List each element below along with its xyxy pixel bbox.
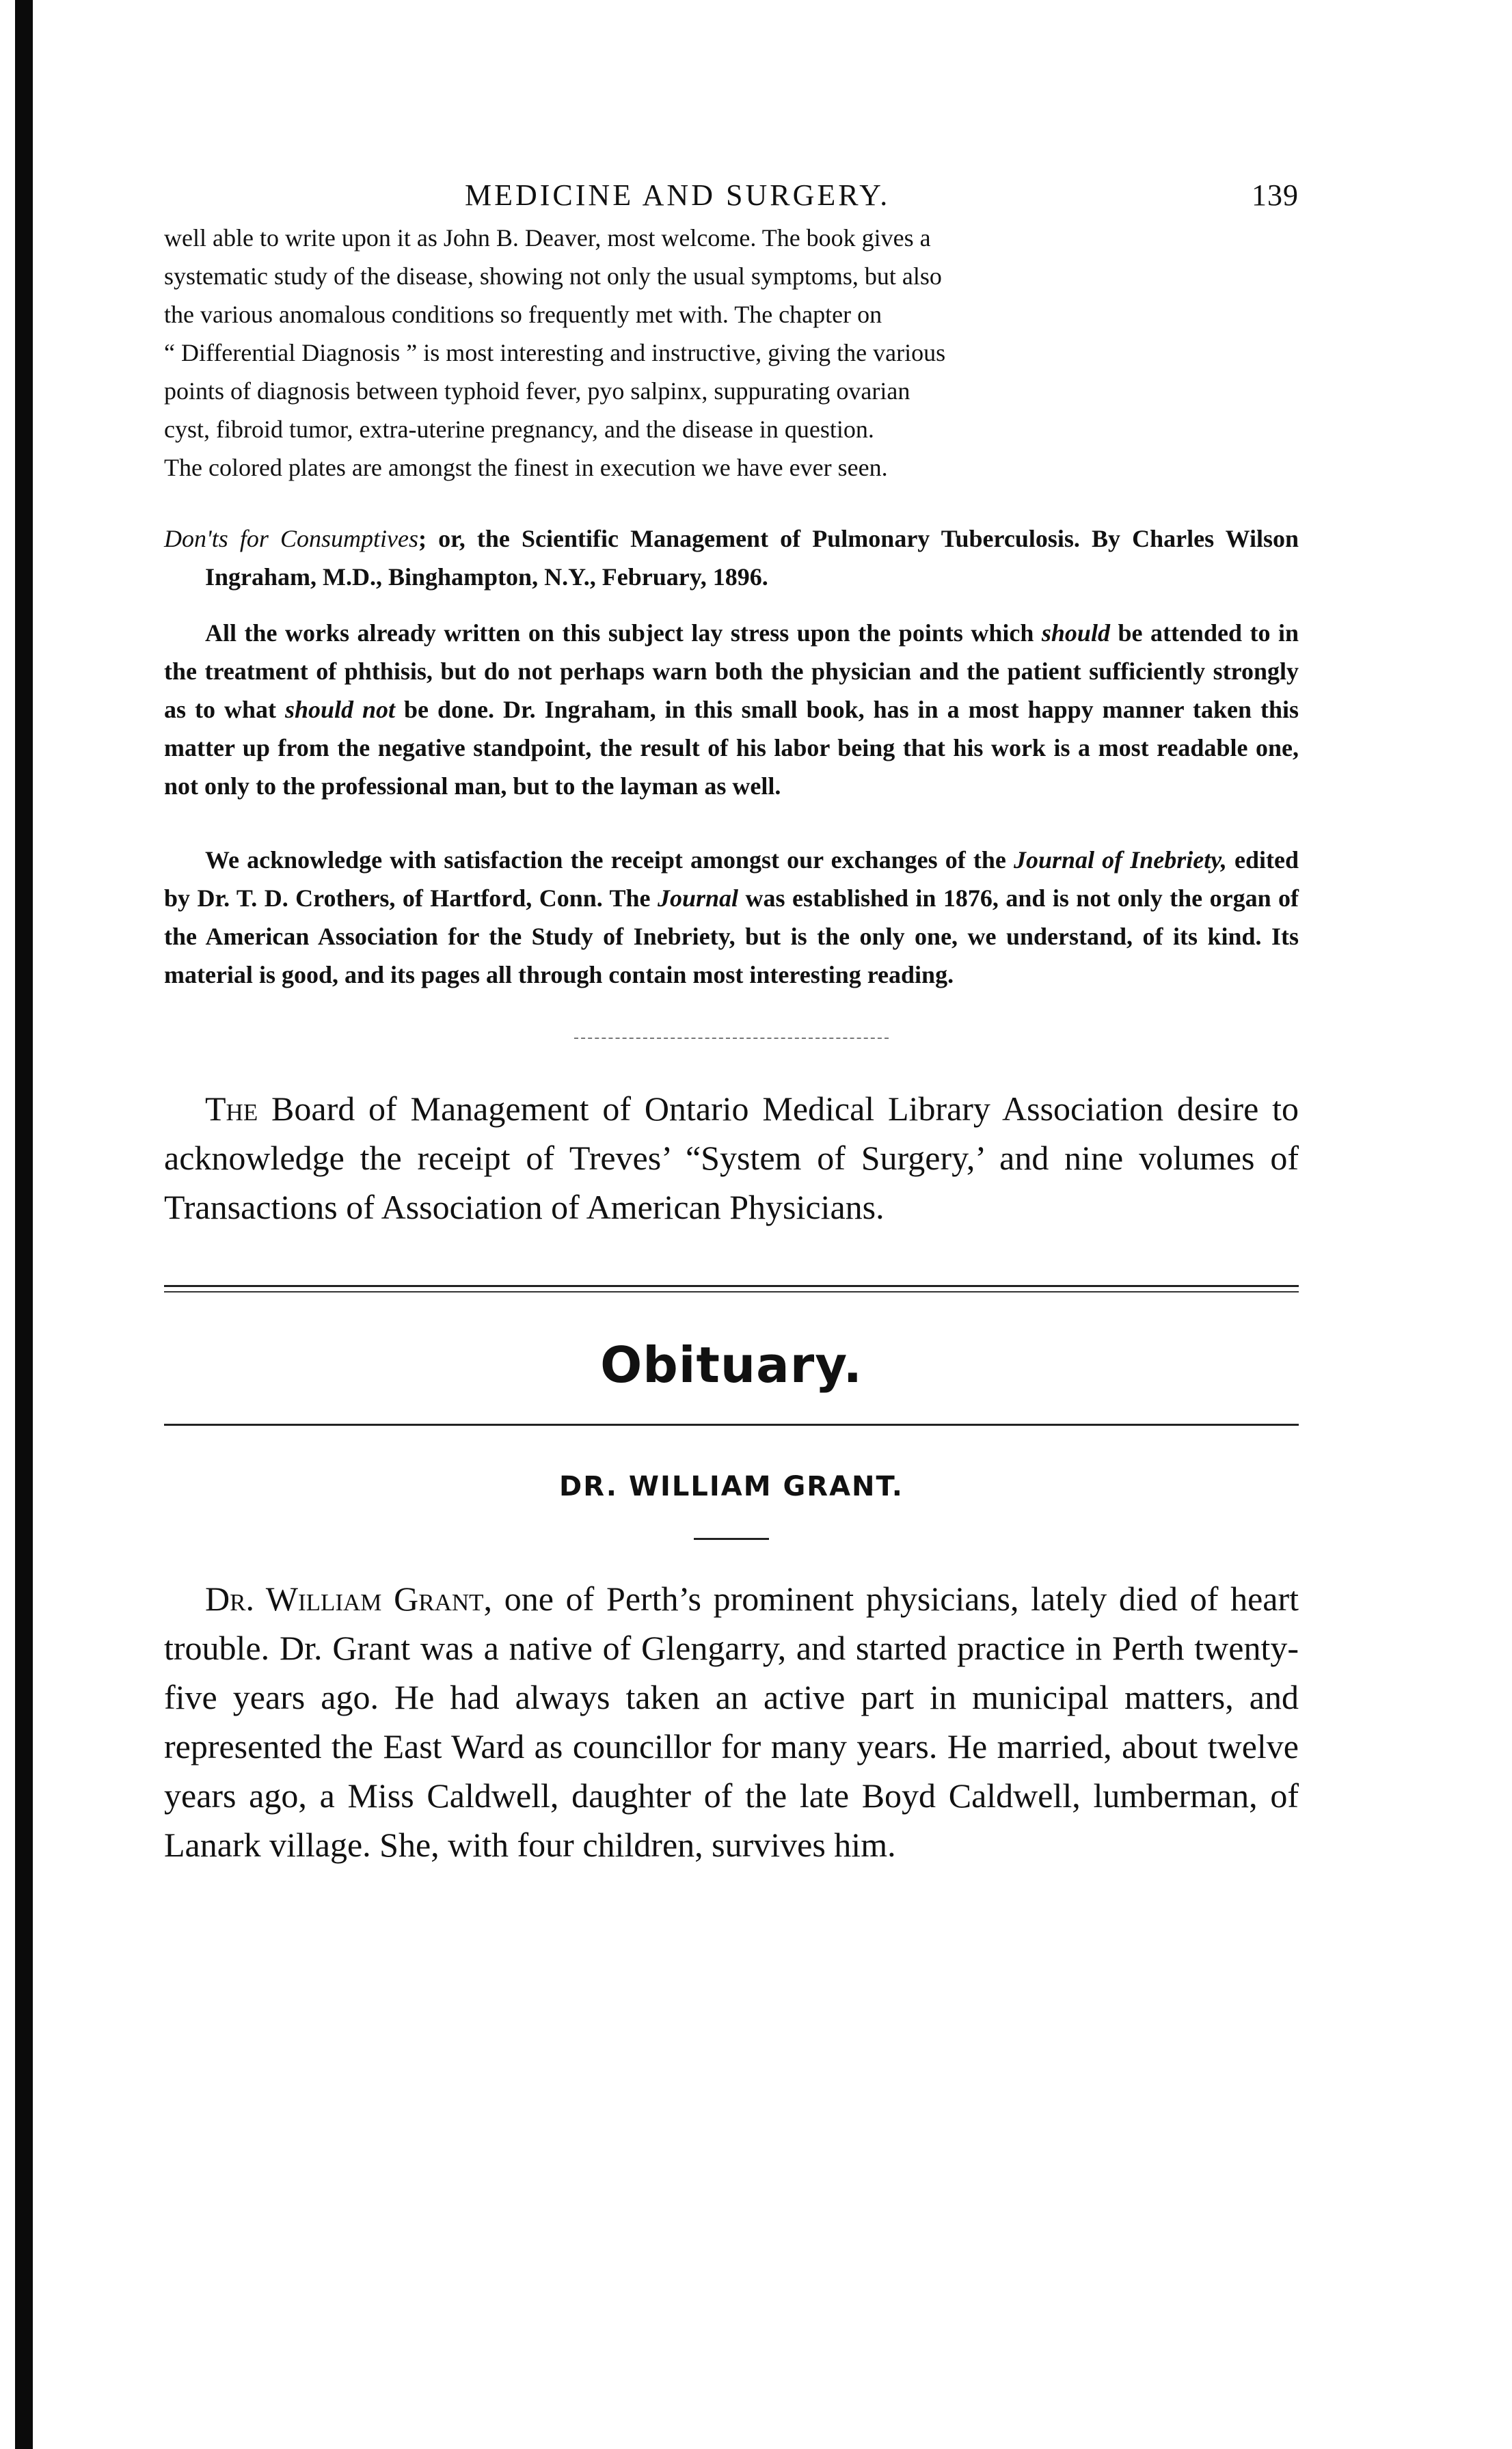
book-entry-ingraham <box>164 519 1299 596</box>
page <box>164 171 1299 1869</box>
ingraham-review-text-2: be attended to in the treatment of phthisis, but do not perhaps warn both the physician and the patient sufficiently strongly as to what <box>164 619 1299 723</box>
deaver-line-7: The colored plates are amongst the finest in execution we have ever seen. <box>164 454 888 481</box>
deaver-line-6: cyst, fibroid tumor, extra-uterine pregnancy, and the disease in question. <box>164 416 874 443</box>
journal-italic-1: Journal of Inebriety, <box>1013 846 1227 874</box>
library-notice-text: Board of Management of Ontario Medical Library Association desire to acknowledge the receipt of Treves’ “System of Surgery,’ and nine volumes of Transactions of Association of American Physicians. <box>164 1090 1299 1226</box>
short-rule <box>694 1538 769 1540</box>
obituary-text: one of Perth’s prominent physicians, lately died of heart trouble. Dr. Grant was a native of Glengarry, and started practice in Perth twenty-five years ago. He had always taken an active part in municipal matters, and represented the East Ward as councillor for many years. He married, about twelve years ago, a Miss Caldwell, daughter of the late Boyd Caldwell, lumberman, of Lanark village. She, with four children, survives him. <box>164 1580 1299 1864</box>
obituary-heading: Obituary. <box>600 1336 863 1394</box>
double-rule <box>164 1285 1299 1293</box>
scan-binding-edge <box>15 0 33 2449</box>
obituary-paragraph <box>164 1574 1299 1869</box>
journal-italic-2: Journal <box>658 884 739 912</box>
obituary-name-heading: DR. WILLIAM GRANT. <box>559 1471 904 1502</box>
ingraham-review-italic-2: should not <box>284 696 396 723</box>
ingraham-review-italic-1: should <box>1041 619 1110 647</box>
ingraham-review-text-1: All the works already written on this subject lay stress upon the points which <box>205 619 1034 647</box>
book-title: Don'ts for Consumptives <box>164 525 418 552</box>
deaver-line-3: the various anomalous conditions so frequently met with. The chapter on <box>164 301 882 328</box>
deaver-line-5: points of diagnosis between typhoid fever, pyo salpinx, suppurating ovarian <box>164 377 910 405</box>
library-notice-lead: The <box>205 1090 258 1128</box>
journal-text-1: We acknowledge with satisfaction the receipt amongst our exchanges of the <box>205 846 1006 874</box>
running-head-title: MEDICINE AND SURGERY. <box>465 178 891 212</box>
running-head <box>164 171 1299 219</box>
deaver-line-2: systematic study of the disease, showing not only the usual symptoms, but also <box>164 262 942 290</box>
deaver-line-1: well able to write upon it as John B. Deaver, most welcome. The book gives a <box>164 224 931 252</box>
deaver-line-4: “ Differential Diagnosis ” is most interesting and instructive, giving the various <box>164 339 946 366</box>
ingraham-review-paragraph <box>164 614 1299 805</box>
obituary-lead: Dr. William Grant, <box>205 1580 493 1618</box>
book-citation: ; or, the Scientific Management of Pulmonary Tuberculosis. By Charles Wilson Ingraham, M.D., Binghampton, N.Y., February, 1896. <box>205 525 1299 591</box>
ingraham-review-text-3: be done. Dr. Ingraham, in this small book, has in a most happy manner taken this matter up from the negative standpoint, the result of his labor being that his work is a most readable one, not only to the professional man, but to the layman as well. <box>164 696 1299 800</box>
library-notice <box>164 1084 1299 1232</box>
journal-text-3: was established in 1876, and is not only the organ of the American Association for the Study of Inebriety, but is the only one, we understand, of its kind. Its material is good, and its pages all through contain most interesting reading. <box>164 884 1299 988</box>
deaver-review-paragraph <box>164 219 1299 487</box>
journal-inebriety-paragraph <box>164 841 1299 994</box>
section-divider <box>574 1038 889 1039</box>
journal-text-2: edited by Dr. T. D. Crothers, of Hartford, Conn. The <box>164 846 1299 912</box>
page-number: 139 <box>1252 178 1299 212</box>
heading-rule <box>164 1424 1299 1426</box>
